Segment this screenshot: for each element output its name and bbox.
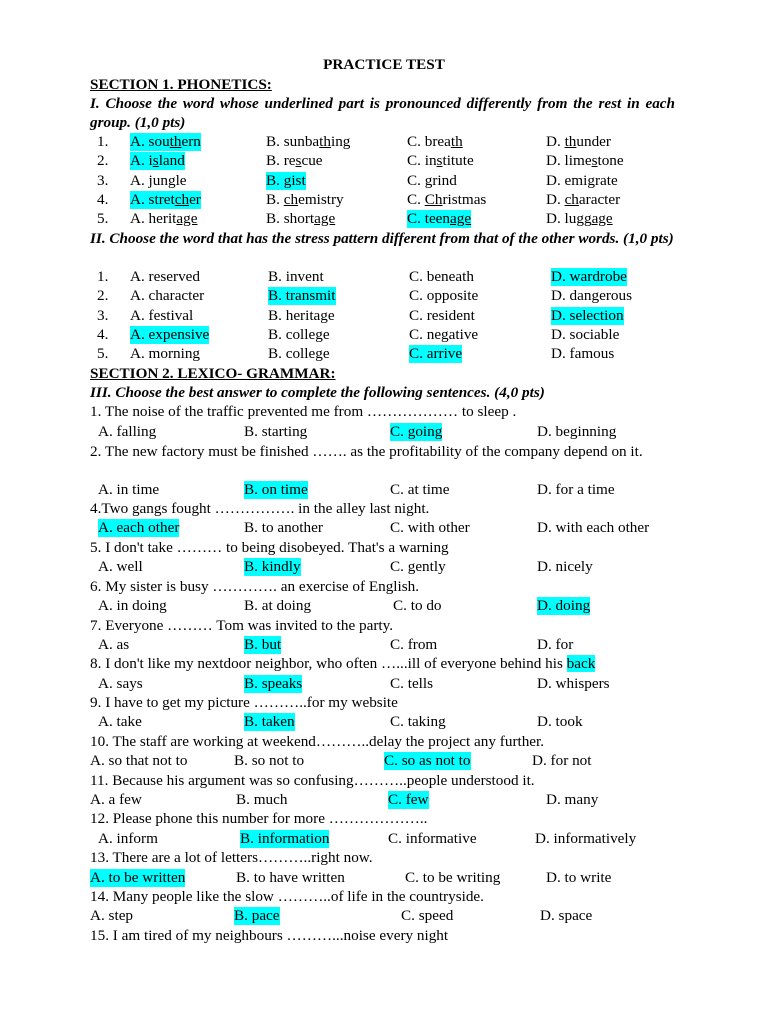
question-text: 7. Everyone ……… Tom was invited to the party. [90,617,394,634]
option-c: C. teenage [407,210,472,227]
option-a: A. in time [98,481,160,498]
option-a: A. says [98,675,143,692]
option-b: B. gist [266,172,306,189]
question-text: 6. My sister is busy …………. an exercise of English. [90,578,420,595]
option-c: C. beneath [409,268,474,285]
question-text: 10. The staff are working at weekend………..delay the project any further. [90,733,545,750]
question-text: 13. There are a lot of letters………..right now. [90,849,373,866]
option-d: D. space [540,907,593,924]
option-d: D. emigrate [546,172,618,189]
question-text: 9. I have to get my picture ………..for my website [90,694,398,711]
option-b: B. rescue [266,152,323,169]
option-c: C. negative [409,326,479,343]
option-b: B. sunbathing [266,133,351,150]
row-number: 3. [97,307,109,324]
option-d: D. many [546,791,599,808]
option-a: A. so that not to [90,752,188,769]
option-b: B. shortage [266,210,336,227]
option-d: D. nicely [537,558,593,575]
row-number: 3. [97,172,109,189]
part2-instruction: II. Choose the word that has the stress pattern different from that of the other words. (1,0 pts) [90,230,674,247]
option-b: B. kindly [244,558,301,575]
option-a: A. character [130,287,205,304]
question-text: 2. The new factory must be finished ……. as the profitability of the company depend on it. [90,443,643,460]
section2-heading: SECTION 2. LEXICO- GRAMMAR: [90,365,336,382]
option-b: B. to have written [236,869,345,886]
option-d: D. with each other [537,519,650,536]
option-a: A. morning [130,345,201,362]
option-a: A. festival [130,307,194,324]
option-b: B. college [268,326,330,343]
part3-instruction: III. Choose the best answer to complete the following sentences. (4,0 pts) [90,384,545,401]
question-text: 15. I am tired of my neighbours ………...noise every night [90,927,449,944]
option-d: D. famous [551,345,615,362]
option-a: A. in doing [98,597,167,614]
option-c: C. informative [388,830,477,847]
option-c: C. opposite [409,287,479,304]
option-d: D. limestone [546,152,624,169]
option-a: A. each other [98,519,180,536]
option-c: C. going [390,423,443,440]
option-d: D. informatively [535,830,637,847]
option-c: C. tells [390,675,434,692]
option-a: A. reserved [130,268,200,285]
row-number: 5. [97,210,109,227]
question-text: 11. Because his argument was so confusing………..people understood it. [90,772,535,789]
option-b: B. invent [268,268,324,285]
row-number: 1. [97,133,109,150]
option-d: D. wardrobe [551,268,627,285]
option-a: A. inform [98,830,158,847]
option-b: B. information [240,830,330,847]
option-a: A. take [98,713,142,730]
option-d: D. selection [551,307,624,324]
question-text: 4.Two gangs fought ……………. in the alley last night. [90,500,430,517]
option-b: B. taken [244,713,295,730]
page-title: PRACTICE TEST [323,56,445,73]
option-a: A. a few [90,791,142,808]
option-d: D. doing [537,597,591,614]
option-c: C. taking [390,713,446,730]
question-text: 12. Please phone this number for more ……………….. [90,810,428,827]
option-b: B. college [268,345,330,362]
option-d: D. luggage [546,210,613,227]
option-a: A. to be written [90,869,186,886]
option-a: A. island [130,152,185,169]
option-c: C. resident [409,307,475,324]
option-c: C. at time [390,481,450,498]
option-d: D. beginning [537,423,617,440]
row-number: 2. [97,287,109,304]
option-c: C. to be writing [405,869,501,886]
option-d: D. to write [546,869,612,886]
option-b: B. transmit [268,287,336,304]
option-b: B. speaks [244,675,303,692]
question-text: 14. Many people like the slow ………..of life in the countryside. [90,888,484,905]
option-b: B. chemistry [266,191,344,208]
option-c: C. arrive [409,345,463,362]
option-a: A. as [98,636,130,653]
row-number: 2. [97,152,109,169]
option-a: A. jungle [130,172,187,189]
option-c: C. few [388,791,429,808]
row-number: 4. [97,326,109,343]
option-a: A. heritage [130,210,198,227]
section1-heading: SECTION 1. PHONETICS: [90,76,272,93]
option-b: B. to another [244,519,323,536]
option-d: D. dangerous [551,287,632,304]
row-number: 1. [97,268,109,285]
question-text: 8. I don't like my nextdoor neighbor, who often …...ill of everyone behind his back [90,655,596,672]
question-text: 1. The noise of the traffic prevented me from ……………… to sleep . [90,403,517,420]
option-d: D. whispers [537,675,610,692]
option-b: B. so not to [234,752,305,769]
option-b: B. starting [244,423,308,440]
option-d: D. for [537,636,574,653]
option-c: C. with other [390,519,470,536]
row-number: 5. [97,345,109,362]
option-c: C. breath [407,133,463,150]
option-a: A. stretcher [130,191,201,208]
option-d: D. sociable [551,326,620,343]
option-c: C. from [390,636,438,653]
option-c: C. grind [407,172,457,189]
option-b: B. on time [244,481,308,498]
option-c: C. institute [407,152,474,169]
option-d: D. thunder [546,133,611,150]
option-a: A. step [90,907,134,924]
option-b: B. but [244,636,282,653]
option-d: D. character [546,191,621,208]
option-c: C. to do [393,597,442,614]
option-d: D. for a time [537,481,615,498]
option-d: D. for not [532,752,592,769]
part1-instruction: I. Choose the word whose underlined part is pronounced differently from the rest in each group. (1,0 pts) [90,95,675,131]
option-b: B. heritage [268,307,335,324]
option-d: D. took [537,713,583,730]
option-c: C. speed [401,907,454,924]
option-c: C. so as not to [384,752,471,769]
option-a: A. falling [98,423,157,440]
option-c: C. gently [390,558,446,575]
option-a: A. expensive [130,326,210,343]
row-number: 4. [97,191,109,208]
option-b: B. pace [234,907,280,924]
option-b: B. at doing [244,597,312,614]
question-text: 5. I don't take ……… to being disobeyed. That's a warning [90,539,449,556]
option-c: C. Christmas [407,191,487,208]
option-a: A. well [98,558,143,575]
highlighted-word: back [566,655,596,672]
option-a: A. southern [130,133,201,150]
option-b: B. much [236,791,288,808]
